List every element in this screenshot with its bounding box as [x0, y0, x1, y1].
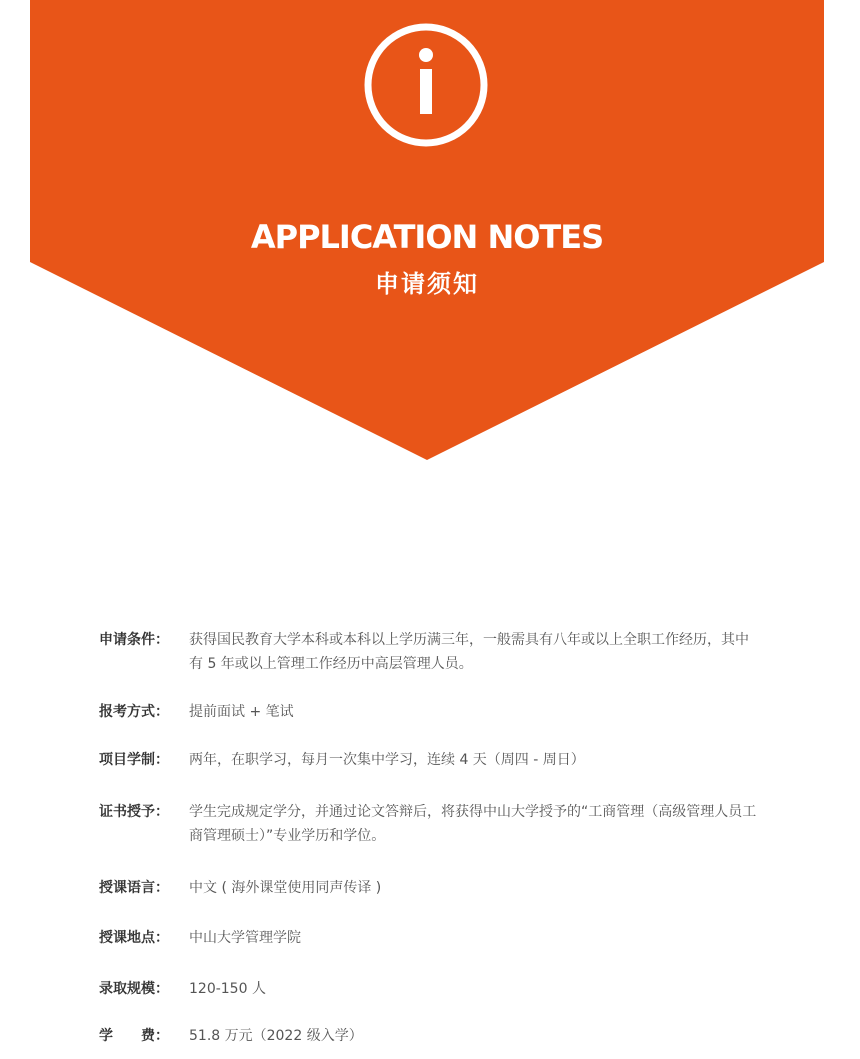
- note-value: 获得国民教育大学本科或本科以上学历满三年，一般需具有八年或以上全职工作经历，其中有 5 年或以上管理工作经历中高层管理人员。: [189, 632, 749, 672]
- note-label: 证书授予：: [99, 804, 169, 820]
- page-title-english: APPLICATION NOTES: [250, 218, 604, 256]
- note-row-eligibility: [99, 628, 779, 676]
- note-label: 授课语言：: [99, 880, 169, 896]
- note-value: 中山大学管理学院: [189, 930, 301, 946]
- note-value: 提前面试 + 笔试: [189, 704, 294, 720]
- note-label: 授课地点：: [99, 930, 169, 946]
- note-row-application-method: [99, 700, 779, 724]
- note-label: 录取规模：: [99, 981, 169, 997]
- note-row-program-duration: [99, 748, 779, 772]
- page-title-chinese: 申请须知: [375, 270, 479, 298]
- note-value: 51.8 万元（2022 级入学）: [189, 1028, 363, 1044]
- note-value: 120-150 人: [189, 981, 266, 997]
- note-row-tuition: [99, 1024, 779, 1048]
- note-label: 学 费：: [99, 1028, 169, 1044]
- note-value: 中文 ( 海外课堂使用同声传译 ): [189, 880, 382, 896]
- note-label: 申请条件：: [99, 632, 169, 648]
- note-row-teaching-location: [99, 926, 779, 950]
- note-label: 项目学制：: [99, 752, 169, 768]
- note-value: 学生完成规定学分，并通过论文答辩后，将获得中山大学授予的“工商管理（高级管理人员工商管理硕士）”专业学历和学位。: [189, 804, 757, 844]
- note-label: 报考方式：: [99, 704, 169, 720]
- note-row-enrollment-size: [99, 977, 779, 1001]
- note-value: 两年，在职学习，每月一次集中学习，连续 4 天（周四 - 周日）: [189, 752, 585, 768]
- note-row-teaching-language: [99, 876, 779, 900]
- note-row-degree-award: [99, 800, 779, 848]
